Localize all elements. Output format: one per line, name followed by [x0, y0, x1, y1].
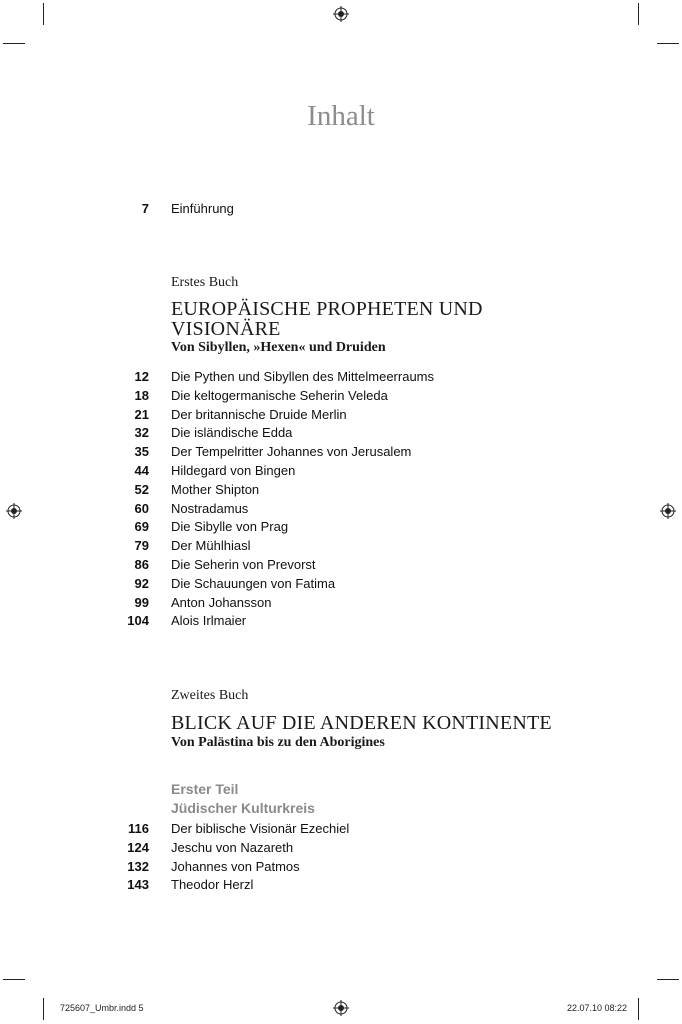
toc-entry-label: Nostradamus	[171, 500, 249, 516]
toc-entry-label: Die isländische Edda	[171, 425, 293, 441]
toc-entry-label: Die keltogermanische Seherin Veleda	[171, 387, 388, 403]
toc-page-number: 35	[134, 444, 149, 460]
book-title-continued: VISIONÄRE	[171, 318, 281, 340]
book-label: Erstes Buch	[171, 275, 239, 290]
toc-page-number: 116	[128, 821, 149, 836]
toc-page-number: 52	[134, 481, 149, 497]
toc-entry-label: Die Sibylle von Prag	[171, 519, 289, 535]
registration-mark-icon	[660, 503, 676, 519]
toc-entry-label: Einführung	[171, 201, 234, 216]
toc-page-number: 18	[134, 387, 149, 403]
toc-page-number: 86	[134, 557, 149, 572]
toc-page-number: 32	[134, 425, 149, 441]
registration-mark-icon	[333, 6, 349, 22]
book-subtitle: Von Palästina bis zu den Aborigines	[171, 735, 385, 750]
toc-page-number: 92	[134, 575, 149, 591]
crop-mark-right-top	[657, 43, 679, 44]
toc-entry-label: Johannes von Patmos	[171, 858, 300, 874]
crop-mark-bottom-left	[43, 998, 44, 1020]
book-title: BLICK AUF DIE ANDEREN KONTINENTE	[171, 712, 552, 734]
crop-mark-bottom-right	[638, 998, 639, 1020]
part-title: Jüdischer Kulturkreis	[171, 800, 315, 816]
toc-page-number: 60	[134, 500, 149, 516]
toc-entry-label: Der Mühlhiasl	[171, 538, 251, 554]
crop-mark-top-right	[638, 3, 639, 25]
toc-entry-label: Der biblische Visionär Ezechiel	[171, 821, 350, 836]
toc-page-number: 104	[127, 613, 149, 629]
toc-entry-label: Theodor Herzl	[171, 877, 254, 893]
book-label: Zweites Buch	[171, 688, 249, 703]
registration-mark-icon	[333, 1000, 349, 1016]
part-label: Erster Teil	[171, 781, 239, 797]
toc-page-number: 44	[134, 463, 149, 478]
toc-page-number: 79	[134, 538, 149, 554]
slug-filename: 725607_Umbr.indd 5	[60, 1003, 144, 1013]
toc-page-number: 21	[134, 406, 149, 422]
slug-datetime: 22.07.10 08:22	[567, 1003, 628, 1013]
toc-entry-label: Der Tempelritter Johannes von Jerusalem	[171, 444, 412, 460]
toc-page-number: 143	[127, 877, 149, 893]
toc-page-number: 132	[127, 858, 149, 874]
book-title: EUROPÄISCHE PROPHETEN UND	[171, 298, 483, 320]
toc-page-number: 69	[134, 519, 149, 535]
toc-entry-label: Alois Irlmaier	[171, 613, 247, 629]
book-subtitle: Von Sibyllen, »Hexen« und Druiden	[171, 340, 386, 355]
toc-entry-label: Die Pythen und Sibyllen des Mittelmeerraums	[171, 369, 435, 384]
toc-page-number: 7	[141, 201, 149, 216]
toc-page-number: 124	[127, 839, 149, 855]
toc-entry-label: Anton Johansson	[171, 594, 272, 610]
crop-mark-right-bottom	[657, 979, 679, 980]
toc-page-number: 99	[134, 594, 149, 610]
registration-mark-icon	[6, 503, 22, 519]
toc-entry-label: Die Schauungen von Fatima	[171, 575, 336, 591]
crop-mark-top-left	[43, 3, 44, 25]
toc-page-number: 12	[134, 369, 149, 384]
toc-entry-label: Jeschu von Nazareth	[171, 839, 294, 855]
crop-mark-left-bottom	[3, 979, 25, 980]
toc-entry-label: Der britannische Druide Merlin	[171, 406, 347, 422]
toc-entry-label: Mother Shipton	[171, 481, 260, 497]
page-title: Inhalt	[307, 100, 375, 132]
toc-entry-label: Hildegard von Bingen	[171, 463, 296, 478]
toc-entry-label: Die Seherin von Prevorst	[171, 557, 316, 572]
crop-mark-left-top	[3, 43, 25, 44]
